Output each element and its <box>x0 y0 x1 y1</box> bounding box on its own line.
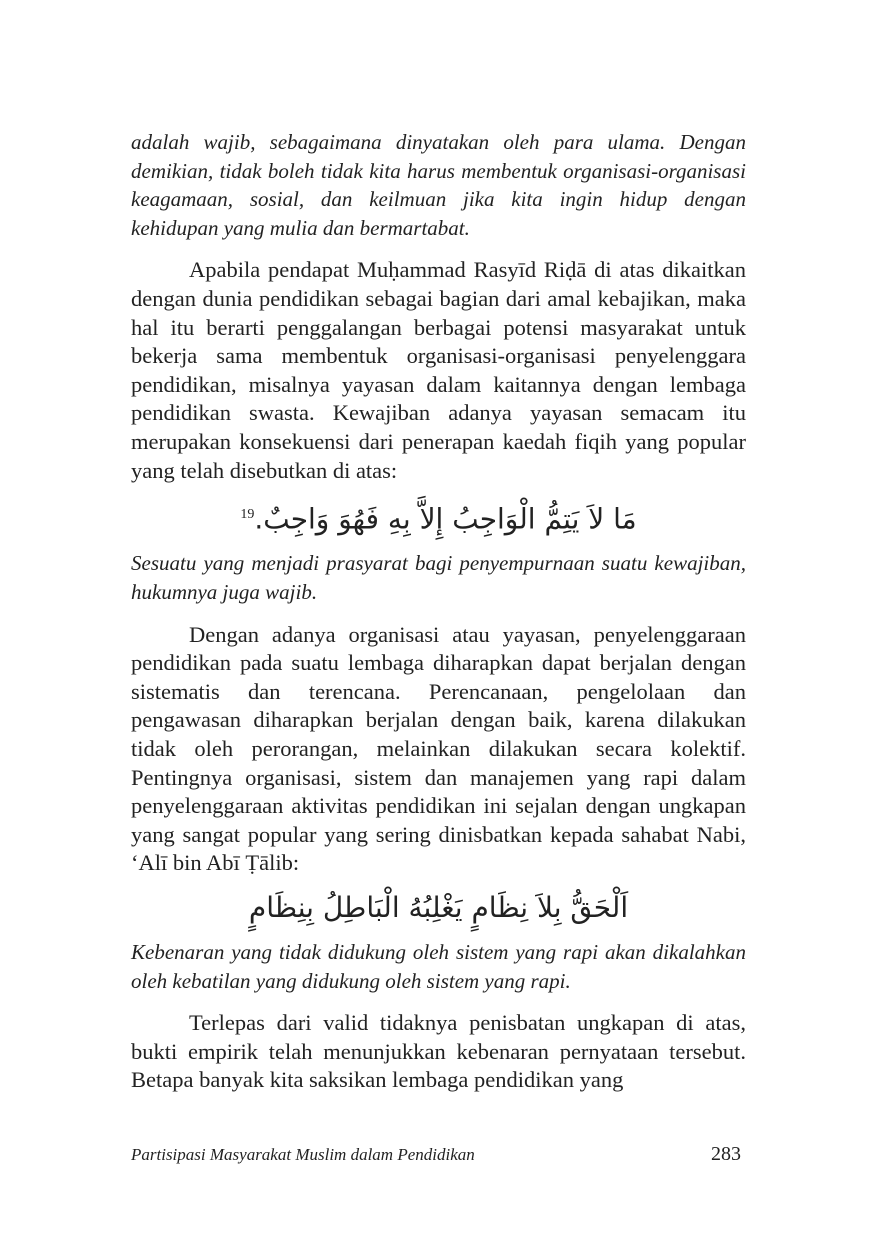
translation-fiqh-rule: Sesuatu yang menjadi prasyarat bagi penyempurnaan suatu kewajiban, hukumnya juga wajib. <box>131 551 746 605</box>
arabic-quote-ali <box>131 888 746 928</box>
arabic-text: مَا لاَ يَتِمُّ الْوَاجِبُ إِلاَّ بِهِ فَهُوَ وَاجِبٌ. <box>254 502 637 536</box>
arabic-text: اَلْحَقُّ بِلاَ نِظَامٍ يَغْلِبُهُ الْبَاطِلُ بِنِظَامٍ <box>248 890 629 924</box>
paragraph-body: Apabila pendapat Muḥammad Rasyīd Riḍā di atas dikaitkan dengan dunia pendidikan sebagai bagian dari amal kebajikan, maka hal itu berarti penggalangan berbagai potensi masyarakat untuk bekerja sama membentuk organisasi-organisasi penyelenggara pendidikan, misalnya yayasan dalam kaitannya dengan lembaga pendidikan swasta. Kewajiban adanya yayasan semacam itu merupakan konsekuensi dari penerapan kaedah fiqih yang popular yang telah disebutkan di atas: <box>131 257 746 483</box>
footnote-reference: 19 <box>240 507 255 523</box>
paragraph-continuation: adalah wajib, sebagaimana dinyatakan oleh para ulama. Dengan demikian, tidak boleh tidak kita harus membentuk organisasi-organisasi keagamaan, sosial, dan keilmuan jika kita ingin hidup dengan kehidupan yang mulia dan bermartabat. <box>131 130 746 240</box>
arabic-quote-fiqh-rule <box>131 495 746 539</box>
paragraph-body: Dengan adanya organisasi atau yayasan, penyelenggaraan pendidikan pada suatu lembaga diharapkan dapat berjalan dengan sistematis dan terencana. Perencanaan, pengelolaan dan pengawasan diharapkan berjalan dengan baik, karena dilakukan tidak oleh perorangan, melainkan dilakukan secara kolektif. Pentingnya organisasi, sistem dan manajemen yang rapi dalam penyelenggaraan aktivitas pendidikan ini sejalan dengan ungkapan yang sangat popular yang sering dinisbatkan kepada sahabat Nabi, ‘Alī bin Abī Ṭālib: <box>131 621 746 876</box>
page-number: 283 <box>711 1143 741 1165</box>
running-footer-title: Partisipasi Masyarakat Muslim dalam Pendidikan <box>131 1145 475 1164</box>
page-body <box>131 128 746 1095</box>
translation-ali-quote: Kebenaran yang tidak didukung oleh sistem yang rapi akan dikalahkan oleh kebatilan yang didukung oleh sistem yang rapi. <box>131 939 746 993</box>
paragraph-body: Terlepas dari valid tidaknya penisbatan ungkapan di atas, bukti empirik telah menunjukkan kebenaran pernyataan tersebut. Betapa banyak kita saksikan lembaga pendidikan yang <box>131 1010 746 1093</box>
page-footer <box>131 1143 741 1166</box>
